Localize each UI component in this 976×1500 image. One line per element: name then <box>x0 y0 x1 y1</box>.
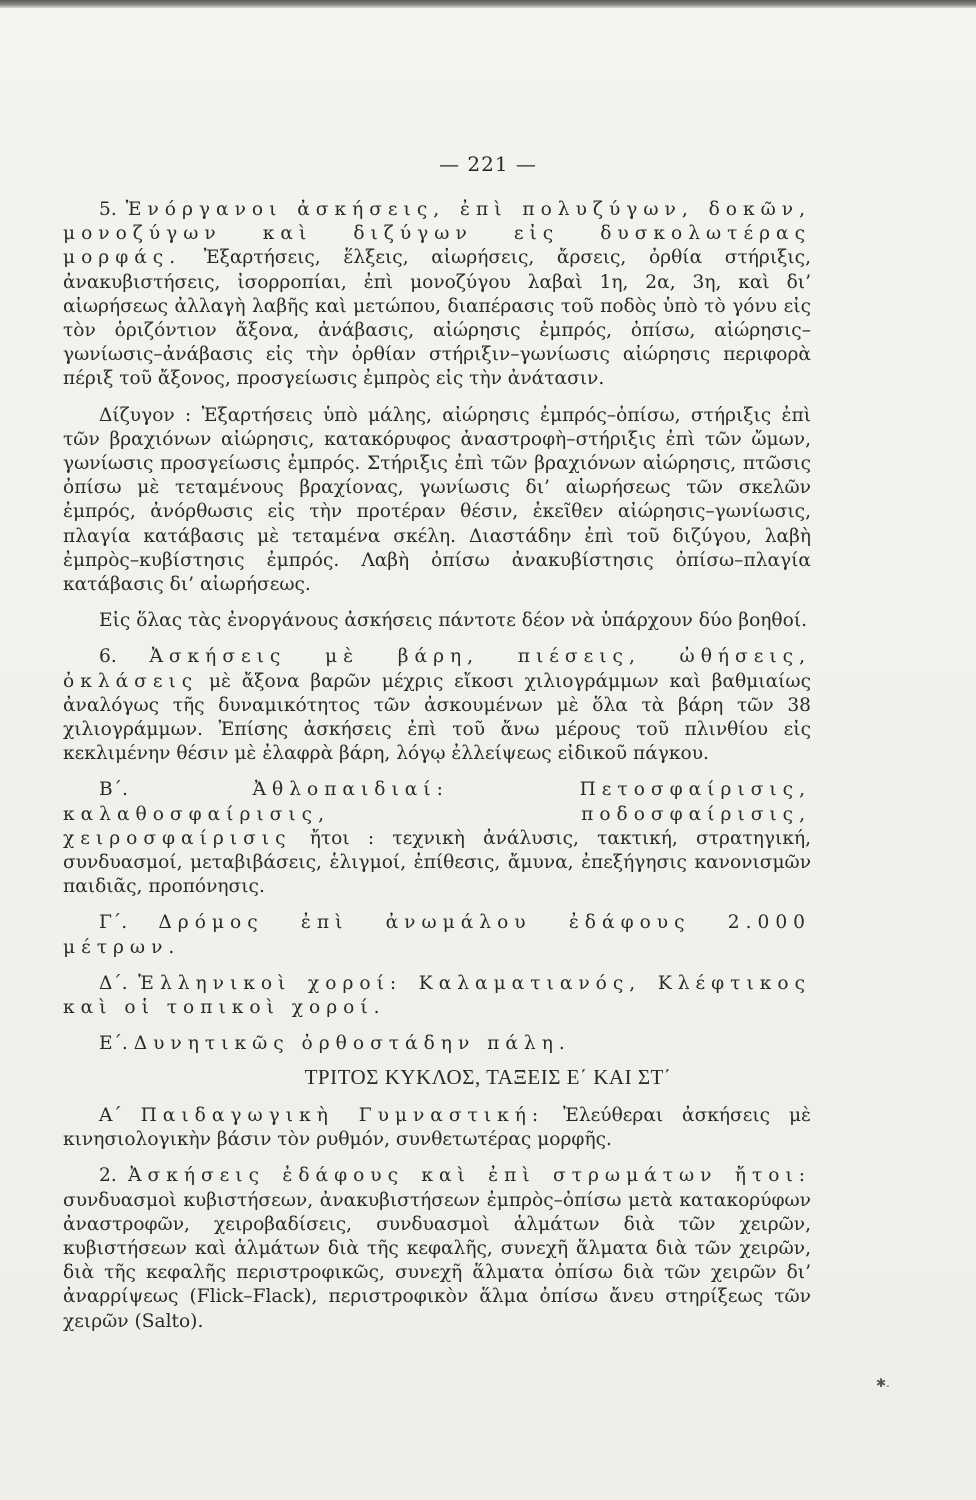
paragraph-text: Ἐλεύθεραι ἀσκήσεις μὲ κινησιολογικὴν βάσιν τὸν ρυθμόν, συνθετωτέρας μορφῆς. <box>63 1105 812 1151</box>
paragraph <box>63 778 811 899</box>
paragraph-lead: Α΄ <box>99 1105 141 1126</box>
paragraph-text: ἤτοι : τεχνικὴ ἀνάλυσις, τακτική, στρατηγική, συνδυασμοί, μεταβιβάσεις, ἑλιγμοί, ἐπίθεσις, ἄμυνα, ἐπεξήγησις κανονισμῶν παιδιᾶς, προπόνησις. <box>63 827 811 898</box>
body-text-lower <box>63 1104 811 1334</box>
paragraph <box>63 198 811 392</box>
paragraph-lead: 6. <box>99 646 150 668</box>
paragraph-spaced-heading: Δυνητικῶς ὀρθοστάδην πάλη. <box>133 1033 571 1055</box>
paragraph-spaced-heading: Ἀθλοπαιδιαί: Πετοσφαίρισις, καλαθοσφαίρισις, ποδοσφαίρισις, χειροσφαίρισις <box>63 779 811 849</box>
scan-edge <box>0 0 976 8</box>
paragraph-text: Εἰς ὅλας τὰς ἐνοργάνους ἀσκήσεις πάντοτε δέον νὰ ὑπάρχουν δύο βοηθοί. <box>99 610 808 632</box>
paragraph <box>63 645 811 766</box>
paragraph-lead: Β΄. <box>99 779 253 801</box>
paragraph-spaced-heading: Δρόμος ἐπὶ ἀνωμάλου ἐδάφους 2.000 μέτρων. <box>63 912 811 958</box>
paragraph-lead: Ε΄. <box>99 1033 134 1055</box>
paragraph <box>63 1104 811 1152</box>
paragraph-text: Δίζυγον : Ἐξαρτήσεις ὑπὸ μάλης, αἰώρησις ἐμπρός–ὀπίσω, στήριξις ἐπὶ τῶν βραχιόνων αἰώρησις, κατακόρυφος ἀναστροφὴ–στήριξις ἐπὶ τῶν ὤμων, γωνίωσις προσγείωσις ἐμπρός. Στήριξις ἐπὶ τῶν βραχιόνων αἰώρησις, πτῶσις ὀπίσω μὲ τεταμένους βραχίονας, γωνίωσις δι’ αἰωρήσεως τῶν σκελῶν ἐμπρός, ἀνόρθωσις εἰς τὴν προτέραν θέσιν, ἐκεῖθεν αἰώρησις–γωνίωσις, πλαγία κατάβασις μὲ τεταμένα σκέλη. Διαστάδην ἐπὶ τοῦ διζύγου, λαβὴ ἐμπρὸς–κυβίστησις ἐμπρός. Λαβὴ ὀπίσω ἀνακυβίστησις ὀπίσω–πλαγία κατάβασις δι’ αἰωρήσεως. <box>63 404 811 596</box>
paragraph-lead: 2. <box>99 1165 129 1187</box>
paragraph <box>63 1032 811 1056</box>
paragraph-text: Ἐξαρτήσεις, ἕλξεις, αἰωρήσεις, ἄρσεις, ὀρθία στήριξις, ἀνακυβιστήσεις, ἰσορροπίαι, ἐπὶ μονοζύγου λαβαὶ 1η, 2α, 3η, καὶ δι’ αἰωρήσεως ἀλλαγὴ λαβῆς καὶ μετώπου, διαπέρασις τοῦ ποδὸς ὑπὸ τὸ γόνυ εἰς τὸν ὁριζόντιον ἄξονα, ἀνάβασις, αἰώρησις ἐμπρός, ὀπίσω, αἰώρησις–γωνίωσις–ἀνάβασις εἰς τὴν ὀρθίαν στήριξιν–γωνίωσις αἰώρησις περιφορὰ πέριξ τοῦ ἄξονος, προσγείωσις ἐμπρὸς εἰς τὴν ἀνάτασιν. <box>63 247 811 390</box>
section-heading: ΤΡΙΤΟΣ ΚΥΚΛΟΣ, ΤΑΞΕΙΣ Ε΄ ΚΑΙ ΣΤ΄ <box>304 1065 672 1089</box>
paragraph <box>63 972 811 1020</box>
paragraph <box>63 609 811 633</box>
paragraph <box>63 404 811 598</box>
paragraph-text: συνδυασμοὶ κυβιστήσεων, ἀνακυβιστήσεων ἐμπρὸς–ὀπίσω μετὰ κατακορύφων ἀναστροφῶν, χειροβαδίσεις, συνδυασμοὶ ἁλμάτων διὰ τῶν χειρῶν, κυβιστήσεων καὶ ἁλμάτων διὰ τῆς κεφαλῆς, συνεχῆ ἅλματα διὰ τῶν χειρῶν, διὰ τῆς κεφαλῆς περιστροφικῶς, συνεχῆ ἅλματα ὀπίσω διὰ τῶν χειρῶν δι’ ἀναρρίψεως (Flick–Flack), περιστροφικὸν ἅλμα ὀπίσω ἄνευ στηρίξεως τῶν χειρῶν (Salto). <box>63 1189 811 1332</box>
paragraph-spaced-heading: Ἐνόργανοι ἀσκήσεις, ἐπὶ πολυζύγων, δοκῶν, μονοζύγων καὶ διζύγων εἰς δυσκολωτέρας μορφάς. <box>63 199 811 269</box>
paragraph-spaced-heading: Παιδαγωγικὴ Γυμναστική: <box>140 1105 545 1126</box>
paragraph <box>63 911 811 959</box>
body-text-upper <box>63 198 811 1057</box>
paragraph-lead: Δ΄. <box>99 972 139 994</box>
paragraph-lead: Γ΄. <box>99 912 159 934</box>
ink-mark: ✱. <box>876 1376 890 1390</box>
paragraph-text: μὲ ἄξονα βαρῶν μέχρις εἴκοσι χιλιογράμμων καὶ βαθμιαίως ἀναλόγως τῆς δυναμικότητος τῶν ἀσκουμένων μὲ ὅλα τὰ βάρη τῶν 38 χιλιογράμμων. Ἐπίσης ἀσκήσεις ἐπὶ τοῦ ἄνω μέρους τοῦ πλινθίου εἰς κεκλιμένην θέσιν μὲ ἐλαφρὰ βάρη, λόγῳ ἐλλείψεως εἰδικοῦ πάγκου. <box>63 670 811 765</box>
paragraph-spaced-heading: Ἀσκήσεις μὲ βάρη, πιέσεις, ὠθήσεις, ὀκλάσεις <box>63 646 811 692</box>
paragraph <box>63 1164 811 1333</box>
paragraph-lead: 5. <box>99 199 126 220</box>
page-number: — 221 — <box>439 152 537 176</box>
paragraph-spaced-heading: Ἑλληνικοὶ χοροί: Καλαματιανός, Κλέφτικος καὶ οἱ τοπικοὶ χοροί. <box>63 972 811 1019</box>
paragraph-spaced-heading: Ἀσκήσεις ἐδάφους καὶ ἐπὶ στρωμάτων ἤτοι: <box>128 1165 811 1187</box>
